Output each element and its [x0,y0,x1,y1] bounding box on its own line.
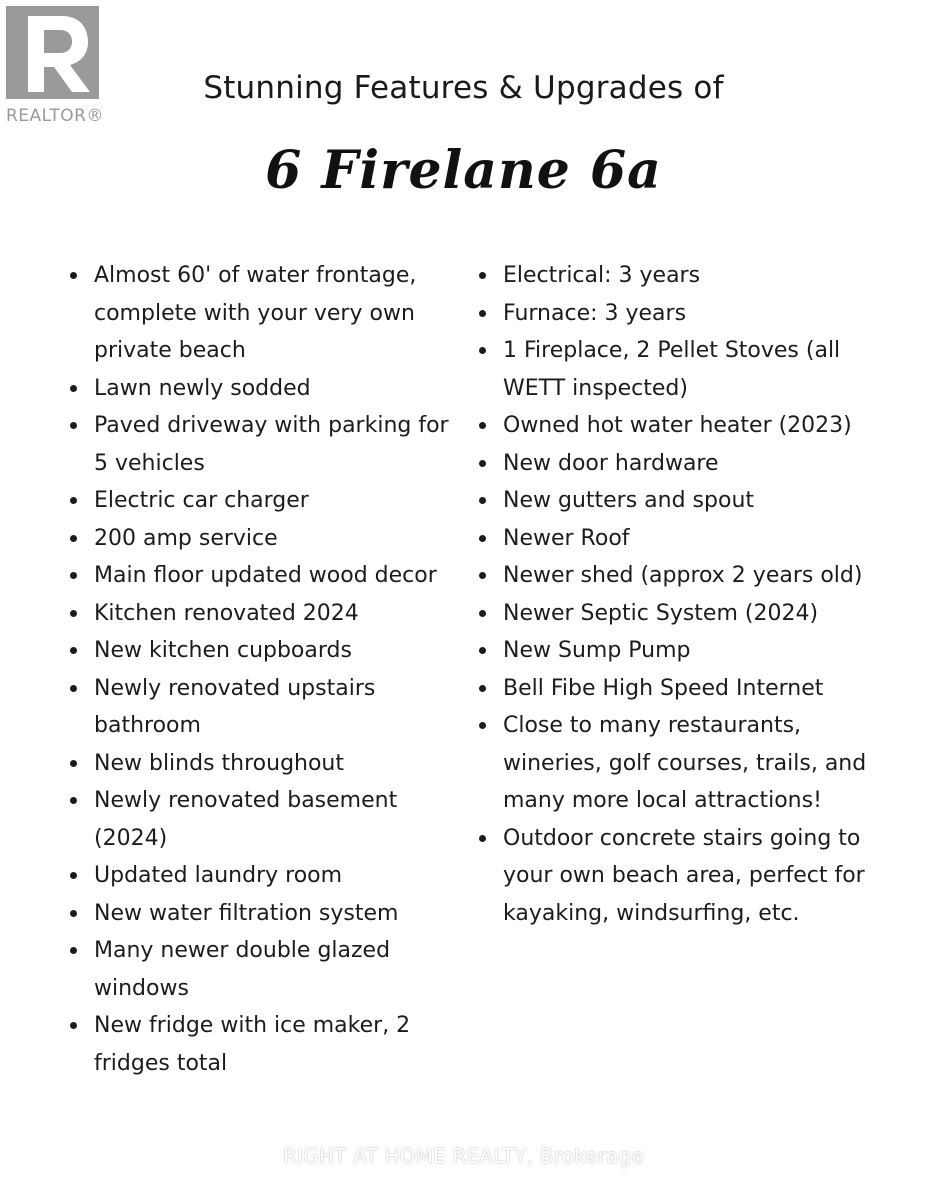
property-address: 6 Firelane 6a [265,140,662,201]
list-item: Close to many restaurants, wineries, golf courses, trails, and many more local attractions! [503,707,883,820]
list-item: 200 amp service [94,520,454,558]
list-item: New Sump Pump [503,632,883,670]
features-list-right [503,257,883,932]
features-list-left [94,257,454,1082]
list-item: New fridge with ice maker, 2 fridges total [94,1007,454,1082]
list-item: Newly renovated upstairs bathroom [94,670,454,745]
list-item: Newer shed (approx 2 years old) [503,557,883,595]
list-item: Paved driveway with parking for 5 vehicles [94,407,454,482]
realtor-logo [6,6,110,128]
list-item: Newly renovated basement (2024) [94,782,454,857]
list-item: 1 Fireplace, 2 Pellet Stoves (all WETT inspected) [503,332,883,407]
list-item: Bell Fibe High Speed Internet [503,670,883,708]
list-item: Many newer double glazed windows [94,932,454,1007]
list-item: New door hardware [503,445,883,483]
list-item: Main floor updated wood decor [94,557,454,595]
list-item: Owned hot water heater (2023) [503,407,883,445]
list-item: Kitchen renovated 2024 [94,595,454,633]
list-item: New blinds throughout [94,745,454,783]
list-item: New gutters and spout [503,482,883,520]
page-heading: Stunning Features & Upgrades of [203,70,724,106]
list-item: Newer Septic System (2024) [503,595,883,633]
list-item: Newer Roof [503,520,883,558]
list-item: New water filtration system [94,895,454,933]
brokerage-watermark: RIGHT AT HOME REALTY, Brokerage [283,1144,644,1168]
list-item: Updated laundry room [94,857,454,895]
list-item: Almost 60' of water frontage, complete with your very own private beach [94,257,454,370]
list-item: Outdoor concrete stairs going to your own beach area, perfect for kayaking, windsurfing, etc. [503,820,883,933]
list-item: Electrical: 3 years [503,257,883,295]
list-item: Electric car charger [94,482,454,520]
list-item: New kitchen cupboards [94,632,454,670]
list-item: Furnace: 3 years [503,295,883,333]
list-item: Lawn newly sodded [94,370,454,408]
realtor-wordmark: REALTOR® [6,106,104,126]
